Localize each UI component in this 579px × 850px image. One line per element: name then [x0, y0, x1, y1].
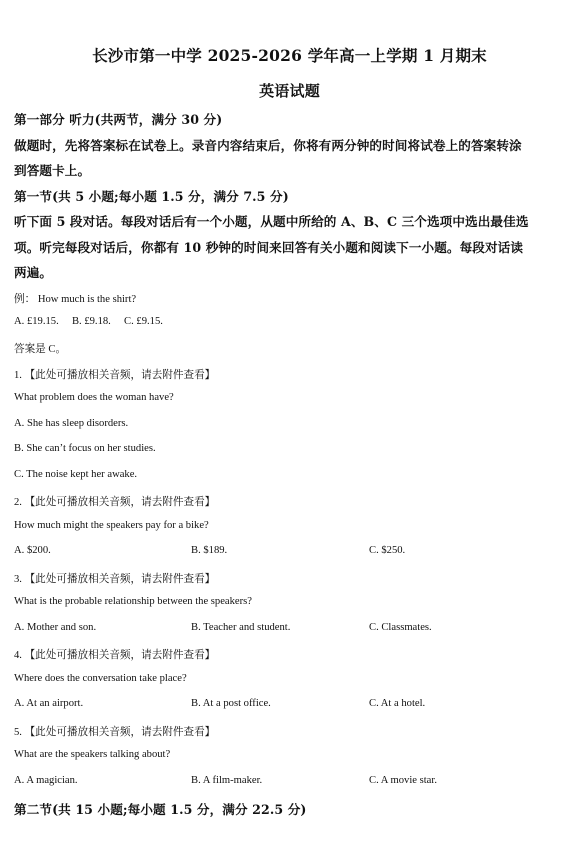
- part1-heading: 第一部分 听力(共两节，满分 30 分): [14, 112, 223, 127]
- question-1-audio-note: 1. 【此处可播放相关音频，请去附件查看】: [14, 370, 216, 381]
- question-5-audio-note: 5. 【此处可播放相关音频，请去附件查看】: [14, 727, 216, 738]
- question-3-option-b: B. Teacher and student.: [191, 622, 291, 633]
- section1-heading: 第一节(共 5 小题;每小题 1.5 分，满分 7.5 分): [14, 189, 289, 204]
- part1-instruction-line2: 到答题卡上。: [14, 163, 91, 178]
- exam-subtitle: 英语试题: [259, 82, 320, 100]
- section1-instruction-line3: 两遍。: [14, 265, 53, 280]
- question-1-text: What problem does the woman have?: [14, 392, 174, 403]
- question-3-text: What is the probable relationship between the speakers?: [14, 596, 252, 607]
- question-4-option-b: B. At a post office.: [191, 698, 271, 709]
- question-3-option-a: A. Mother and son.: [14, 622, 97, 633]
- question-1-option-c: C. The noise kept her awake.: [14, 469, 138, 480]
- question-1-option-b: B. She can’t focus on her studies.: [14, 443, 156, 454]
- question-4-option-a: A. At an airport.: [14, 698, 84, 709]
- question-5-option-a: A. A magician.: [14, 775, 78, 786]
- example-options: A. £19.15. B. £9.18. C. £9.15.: [14, 316, 163, 327]
- exam-title: 长沙市第一中学 2025-2026 学年高一上学期 1 月期末: [92, 46, 487, 65]
- question-2-option-a: A. $200.: [14, 545, 51, 556]
- question-2-option-b: B. $189.: [191, 545, 228, 556]
- question-4-text: Where does the conversation take place?: [14, 673, 187, 684]
- question-2-option-c: C. $250.: [369, 545, 406, 556]
- question-5-text: What are the speakers talking about?: [14, 749, 171, 760]
- section2-heading: 第二节(共 15 小题;每小题 1.5 分，满分 22.5 分): [14, 802, 307, 817]
- section1-instruction-line2: 项。听完每段对话后，你都有 10 秒钟的时间来回答有关小题和阅读下一小题。每段对话读: [14, 240, 524, 255]
- question-3-option-c: C. Classmates.: [369, 622, 432, 633]
- question-1-option-a: A. She has sleep disorders.: [14, 418, 129, 429]
- section1-instruction-line1: 听下面 5 段对话。每段对话后有一个小题，从题中所给的 A、B、C 三个选项中选出最佳选: [14, 214, 529, 229]
- part1-instruction-line1: 做题时，先将答案标在试卷上。录音内容结束后，你将有两分钟的时间将试卷上的答案转涂: [14, 138, 522, 153]
- question-2-text: How much might the speakers pay for a bike?: [14, 520, 209, 531]
- question-2-audio-note: 2. 【此处可播放相关音频，请去附件查看】: [14, 497, 216, 508]
- question-5-option-b: B. A film-maker.: [191, 775, 263, 786]
- example-answer: 答案是 C。: [14, 344, 67, 355]
- question-3-audio-note: 3. 【此处可播放相关音频，请去附件查看】: [14, 574, 216, 585]
- example-question: 例： How much is the shirt?: [14, 294, 137, 305]
- question-4-option-c: C. At a hotel.: [369, 698, 426, 709]
- question-5-option-c: C. A movie star.: [369, 775, 437, 786]
- question-4-audio-note: 4. 【此处可播放相关音频，请去附件查看】: [14, 650, 216, 661]
